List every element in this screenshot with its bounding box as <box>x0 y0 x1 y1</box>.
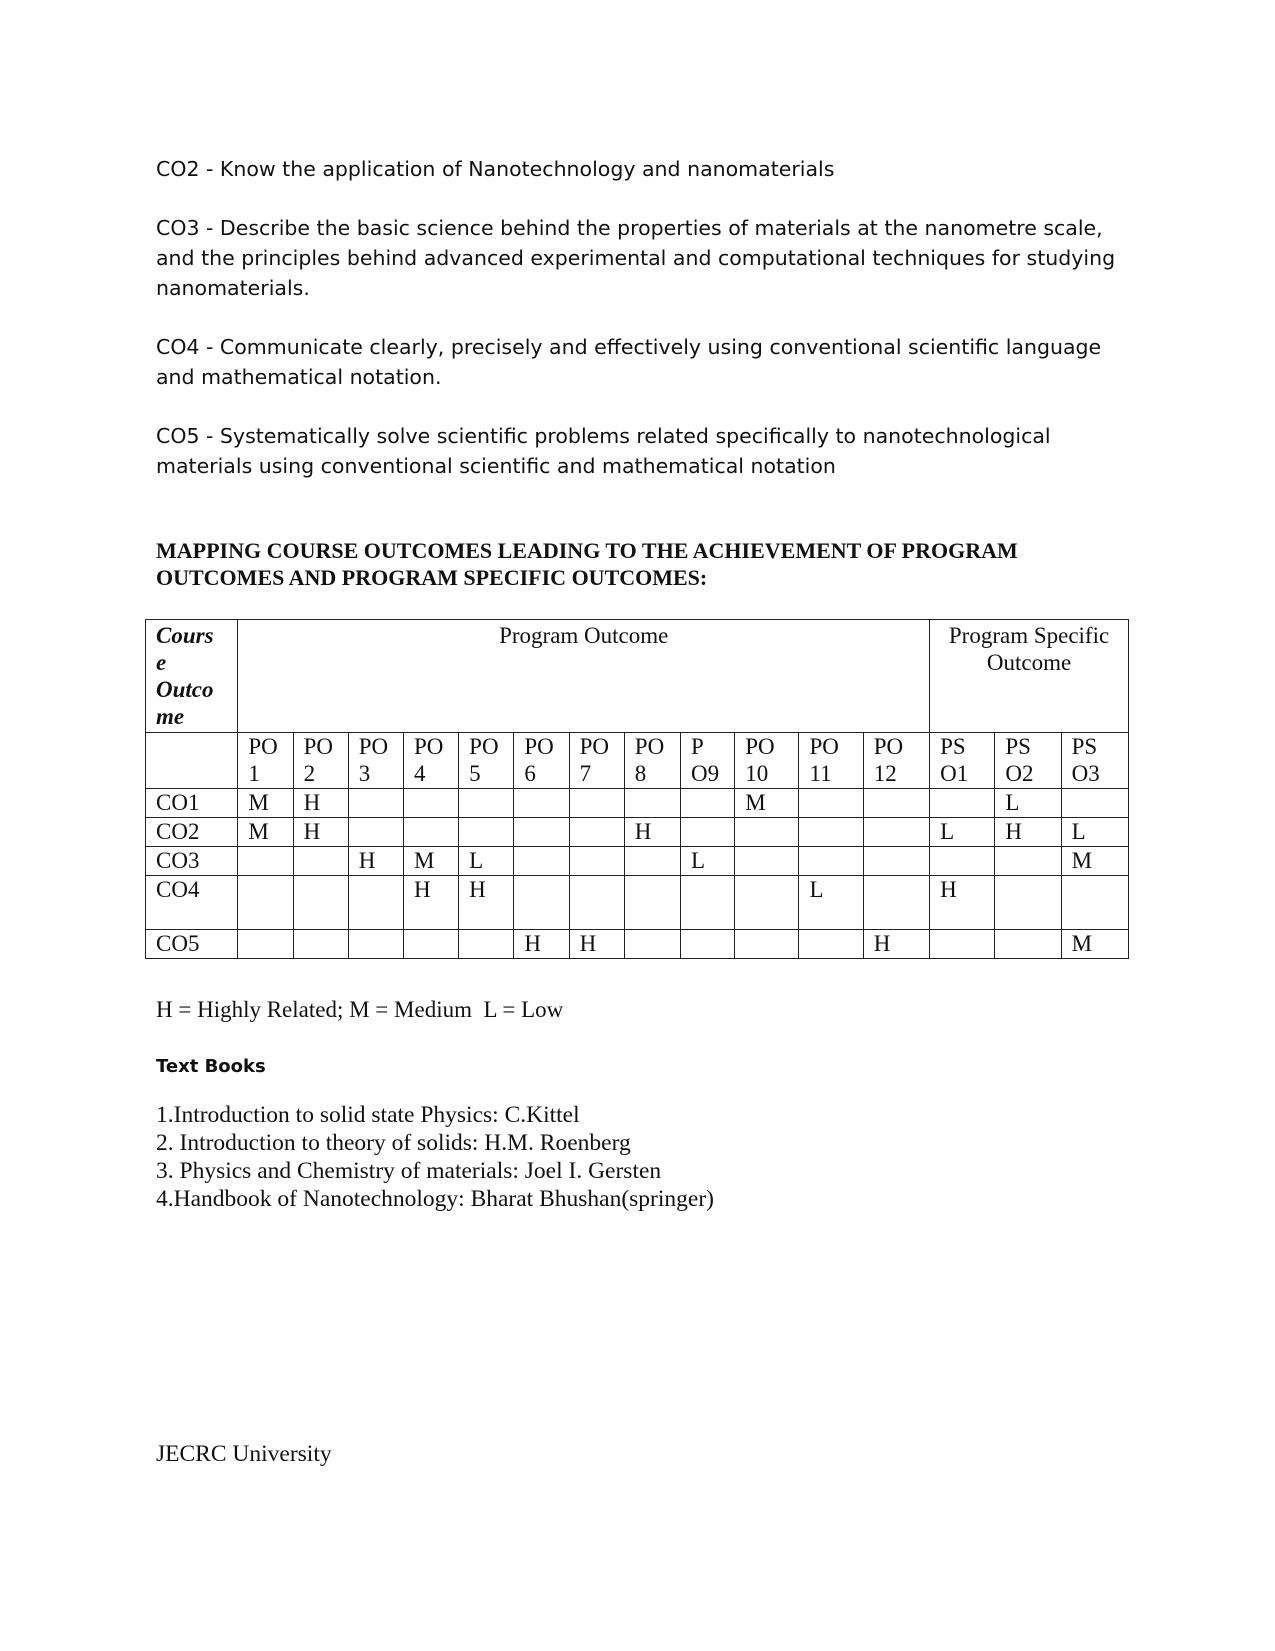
mapping-cell: L <box>995 789 1061 818</box>
mapping-cell <box>459 818 514 847</box>
mapping-cell <box>863 818 929 847</box>
table-row <box>146 847 1129 876</box>
course-outcome-cell: CO1 <box>146 789 238 818</box>
mapping-cell: M <box>403 847 458 876</box>
mapping-cell <box>293 930 348 959</box>
mapping-cell: H <box>459 876 514 930</box>
column-header-line: P <box>691 734 704 759</box>
mapping-cell <box>863 789 929 818</box>
mapping-cell <box>238 930 293 959</box>
mapping-cell <box>348 789 403 818</box>
course-outcome-cell: CO2 <box>146 818 238 847</box>
table-row <box>146 789 1129 818</box>
text-book-item: 4.Handbook of Nanotechnology: Bharat Bhushan(springer) <box>156 1186 714 1212</box>
column-header-row <box>146 733 1129 789</box>
column-header-cell <box>624 733 680 789</box>
column-header-cell <box>681 733 735 789</box>
mapping-cell <box>735 818 799 847</box>
mapping-cell: L <box>930 818 995 847</box>
column-header-line: PO <box>303 734 333 759</box>
mapping-cell: M <box>1061 847 1128 876</box>
table-row <box>146 876 1129 930</box>
column-header-line: 2 <box>303 761 316 786</box>
mapping-cell: L <box>681 847 735 876</box>
column-header-cell <box>348 733 403 789</box>
column-header-line: PS <box>1005 734 1031 759</box>
mapping-cell <box>459 930 514 959</box>
text-books-list <box>156 1101 714 1213</box>
mapping-cell: H <box>514 930 569 959</box>
mapping-cell <box>681 876 735 930</box>
mapping-cell <box>569 876 624 930</box>
text-book-item: 2. Introduction to theory of solids: H.M. Roenberg <box>156 1130 631 1156</box>
mapping-cell <box>403 789 458 818</box>
mapping-cell: H <box>348 847 403 876</box>
column-header-line: PO <box>469 734 499 759</box>
mapping-cell <box>799 847 863 876</box>
column-header-line: 8 <box>634 761 647 786</box>
course-outcome-header-line: e <box>156 650 167 675</box>
column-header-line: 1 <box>248 761 260 786</box>
co5-text: CO5 - Systematically solve scientific problems related specifically to nanotechnological materials using conventional scientific and mathematical notation <box>156 424 1051 478</box>
column-header-cell <box>799 733 863 789</box>
mapping-cell <box>293 847 348 876</box>
course-outcome-co5 <box>156 421 1116 481</box>
mapping-cell <box>995 930 1061 959</box>
mapping-cell <box>514 847 569 876</box>
mapping-cell: H <box>293 789 348 818</box>
column-header-line: 7 <box>579 761 592 786</box>
mapping-cell <box>930 930 995 959</box>
course-outcome-cell: CO3 <box>146 847 238 876</box>
column-header-cell <box>514 733 569 789</box>
column-header-line: PO <box>809 734 839 759</box>
mapping-cell <box>514 818 569 847</box>
mapping-cell <box>403 818 458 847</box>
column-header-line: O3 <box>1071 761 1100 786</box>
column-header-line: 11 <box>809 761 832 786</box>
mapping-cell: M <box>238 789 293 818</box>
column-header-line: 3 <box>358 761 371 786</box>
course-outcome-header <box>146 620 238 733</box>
co2-text: CO2 - Know the application of Nanotechnology and nanomaterials <box>156 157 835 181</box>
column-header-line: PO <box>634 734 665 759</box>
column-header-cell <box>293 733 348 789</box>
column-header-line: PO <box>524 734 554 759</box>
course-outcome-cell: CO4 <box>146 876 238 930</box>
mapping-cell <box>930 847 995 876</box>
column-header-cell <box>459 733 514 789</box>
mapping-cell <box>863 847 929 876</box>
column-header-line: PO <box>248 734 278 759</box>
footer-university: JECRC University <box>156 1441 332 1467</box>
co3-text: CO3 - Describe the basic science behind the properties of materials at the nanometre scale, and the principles behind advanced experimental and computational techniques for studying nanomaterials. <box>156 216 1116 300</box>
column-header-line: PS <box>940 734 966 759</box>
column-header-cell <box>569 733 624 789</box>
text-book-item: 3. Physics and Chemistry of materials: Joel I. Gersten <box>156 1158 662 1184</box>
mapping-cell <box>735 930 799 959</box>
mapping-cell: L <box>459 847 514 876</box>
program-outcome-header: Program Outcome <box>238 620 930 733</box>
mapping-cell: H <box>624 818 680 847</box>
mapping-cell <box>995 876 1061 930</box>
mapping-cell <box>624 930 680 959</box>
mapping-cell: M <box>238 818 293 847</box>
mapping-cell <box>681 789 735 818</box>
mapping-cell <box>514 789 569 818</box>
column-header-line: O9 <box>691 761 720 786</box>
mapping-cell: H <box>863 930 929 959</box>
mapping-heading-line1: MAPPING COURSE OUTCOMES LEADING TO THE ACHIEVEMENT OF PROGRAM <box>156 538 1018 563</box>
mapping-cell: H <box>569 930 624 959</box>
program-specific-outcome-header <box>930 620 1129 733</box>
legend: H = Highly Related; M = Medium L = Low <box>156 997 564 1022</box>
column-header-cell <box>735 733 799 789</box>
co-po-mapping-table <box>145 619 1129 959</box>
column-header-cell <box>403 733 458 789</box>
text-book-item: 1.Introduction to solid state Physics: C.Kittel <box>156 1102 580 1128</box>
text-books-title: Text Books <box>156 1056 266 1077</box>
mapping-cell: L <box>799 876 863 930</box>
column-header-line: O2 <box>1005 761 1034 786</box>
table-row <box>146 930 1129 959</box>
co4-text: CO4 - Communicate clearly, precisely and effectively using conventional scientific language and mathematical notation. <box>156 335 1102 389</box>
mapping-cell <box>348 818 403 847</box>
mapping-cell <box>863 876 929 930</box>
table-row <box>146 818 1129 847</box>
column-header-line: 5 <box>469 761 481 786</box>
column-header-line: PO <box>413 734 444 759</box>
mapping-heading-line2: OUTCOMES AND PROGRAM SPECIFIC OUTCOMES: <box>156 565 708 590</box>
program-specific-header-line: Outcome <box>986 650 1072 675</box>
mapping-cell <box>799 930 863 959</box>
column-header-cell <box>930 733 995 789</box>
mapping-cell: H <box>403 876 458 930</box>
mapping-cell <box>995 847 1061 876</box>
mapping-cell <box>514 876 569 930</box>
mapping-cell: H <box>930 876 995 930</box>
mapping-cell <box>799 818 863 847</box>
mapping-cell <box>799 789 863 818</box>
mapping-heading <box>156 537 1116 591</box>
mapping-cell <box>569 789 624 818</box>
mapping-cell <box>348 930 403 959</box>
course-outcome-header-line: me <box>156 704 185 729</box>
course-outcome-co2 <box>156 154 1116 184</box>
course-outcome-header-line: Outco <box>156 677 214 702</box>
mapping-cell <box>930 789 995 818</box>
mapping-cell: H <box>293 818 348 847</box>
column-header-line: PO <box>579 734 609 759</box>
column-header-line: 10 <box>745 761 769 786</box>
course-outcome-co3 <box>156 213 1116 303</box>
mapping-cell <box>348 876 403 930</box>
column-header-cell <box>238 733 293 789</box>
program-specific-header-line: Program Specific <box>948 623 1110 648</box>
mapping-cell <box>569 818 624 847</box>
mapping-cell <box>1061 876 1128 930</box>
column-header-line: PS <box>1071 734 1098 759</box>
mapping-cell <box>293 876 348 930</box>
mapping-cell <box>238 876 293 930</box>
mapping-cell <box>681 930 735 959</box>
mapping-cell: M <box>1061 930 1128 959</box>
mapping-cell <box>1061 789 1128 818</box>
mapping-cell <box>403 930 458 959</box>
mapping-cell <box>735 847 799 876</box>
column-header-cell <box>995 733 1061 789</box>
column-header-line: O1 <box>940 761 969 786</box>
column-header-line: PO <box>873 734 904 759</box>
course-outcome-header-line: Cours <box>156 623 214 648</box>
mapping-cell <box>624 789 680 818</box>
mapping-cell <box>569 847 624 876</box>
mapping-cell: M <box>735 789 799 818</box>
mapping-cell <box>624 876 680 930</box>
mapping-cell <box>238 847 293 876</box>
mapping-cell <box>735 876 799 930</box>
column-header-line: PO <box>358 734 389 759</box>
column-header-line: 6 <box>524 761 536 786</box>
mapping-cell <box>624 847 680 876</box>
course-outcome-co4 <box>156 332 1116 392</box>
mapping-cell <box>459 789 514 818</box>
mapping-cell <box>681 818 735 847</box>
course-outcome-cell: CO5 <box>146 930 238 959</box>
column-header-cell <box>1061 733 1128 789</box>
mapping-cell: H <box>995 818 1061 847</box>
blank-header-cell <box>146 733 238 789</box>
column-header-line: 12 <box>873 761 897 786</box>
column-header-cell <box>863 733 929 789</box>
column-header-line: 4 <box>413 761 426 786</box>
mapping-cell: L <box>1061 818 1128 847</box>
column-header-line: PO <box>745 734 775 759</box>
